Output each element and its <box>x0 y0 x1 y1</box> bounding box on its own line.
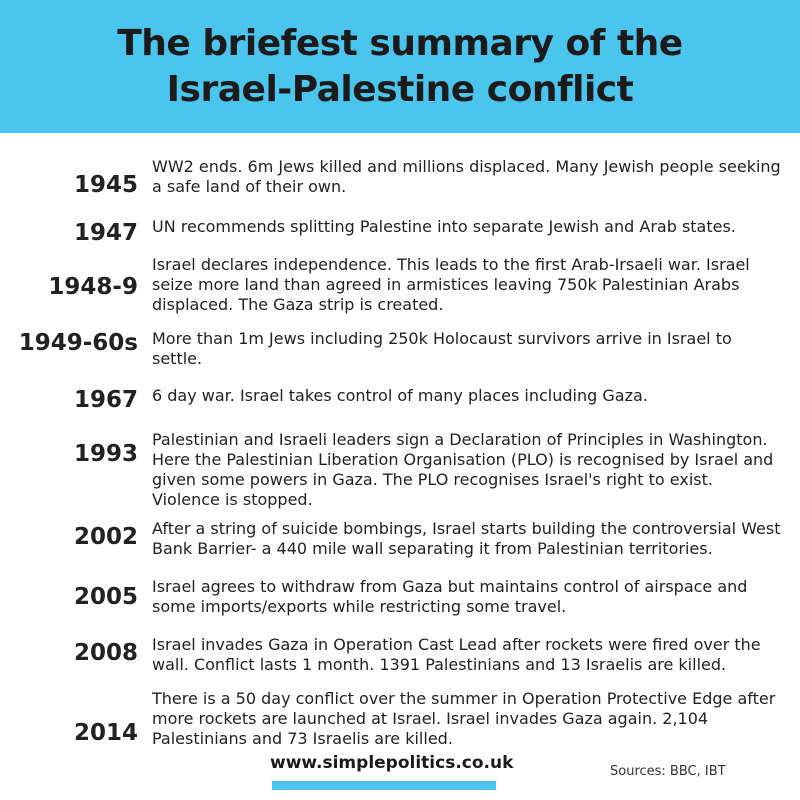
event-year: 1945 <box>73 172 138 198</box>
event-year: 1948-9 <box>48 274 138 300</box>
event-year: 2005 <box>73 584 138 610</box>
event-year: 1967 <box>73 387 138 413</box>
event-description: After a string of suicide bombings, Israel starts building the controversial West Bank Barrier- a 440 mile wall separating it from Palestinian territories. <box>152 519 781 558</box>
sources-note: Sources: BBC, IBT <box>610 764 726 779</box>
event-description: There is a 50 day conflict over the summer in Operation Protective Edge after more rockets are launched at Israel. Israel invades Gaza again. 2,104 Palestinians and 73 Israelis are killed. <box>152 689 776 748</box>
event-year: 1947 <box>73 220 138 246</box>
event-description: Israel invades Gaza in Operation Cast Lead after rockets were fired over the wall. Conflict lasts 1 month. 1391 Palestinians and 13 Israelis are killed. <box>152 635 761 674</box>
event-description: Israel declares independence. This leads to the first Arab-Irsaeli war. Israel seize more land than agreed in armistices leaving 750k Palestinian Arabs displaced. The Gaza strip is created. <box>152 255 750 314</box>
timeline-row <box>0 430 800 509</box>
event-description: UN recommends splitting Palestine into separate Jewish and Arab states. <box>152 217 736 236</box>
event-year: 2014 <box>73 720 138 746</box>
event-description: Israel agrees to withdraw from Gaza but maintains control of airspace and some imports/exports while restricting some travel. <box>152 577 748 616</box>
event-description: WW2 ends. 6m Jews killed and millions displaced. Many Jewish people seeking a safe land of their own. <box>152 157 781 196</box>
event-description: 6 day war. Israel takes control of many places including Gaza. <box>152 386 648 405</box>
timeline-row <box>0 255 800 325</box>
website-link[interactable]: www.simplepolitics.co.uk <box>270 753 514 773</box>
header-banner <box>0 0 800 133</box>
event-description: Palestinian and Israeli leaders sign a Declaration of Principles in Washington. Here the Palestinian Liberation Organisation (PLO) is recognised by Israel and given some powers in Gaza. The PLO recognises Israel's right to exist. Violence is stopped. <box>152 430 774 509</box>
page-title: The briefest summary of the Israel-Palestine conflict <box>117 22 683 110</box>
event-year: 2008 <box>73 640 138 666</box>
timeline-row <box>0 689 800 759</box>
footer-accent-bar <box>272 781 496 790</box>
event-year: 1993 <box>73 441 138 467</box>
event-year: 1949-60s <box>18 330 138 356</box>
event-year: 2002 <box>73 524 138 550</box>
event-description: More than 1m Jews including 250k Holocaust survivors arrive in Israel to settle. <box>152 329 732 368</box>
